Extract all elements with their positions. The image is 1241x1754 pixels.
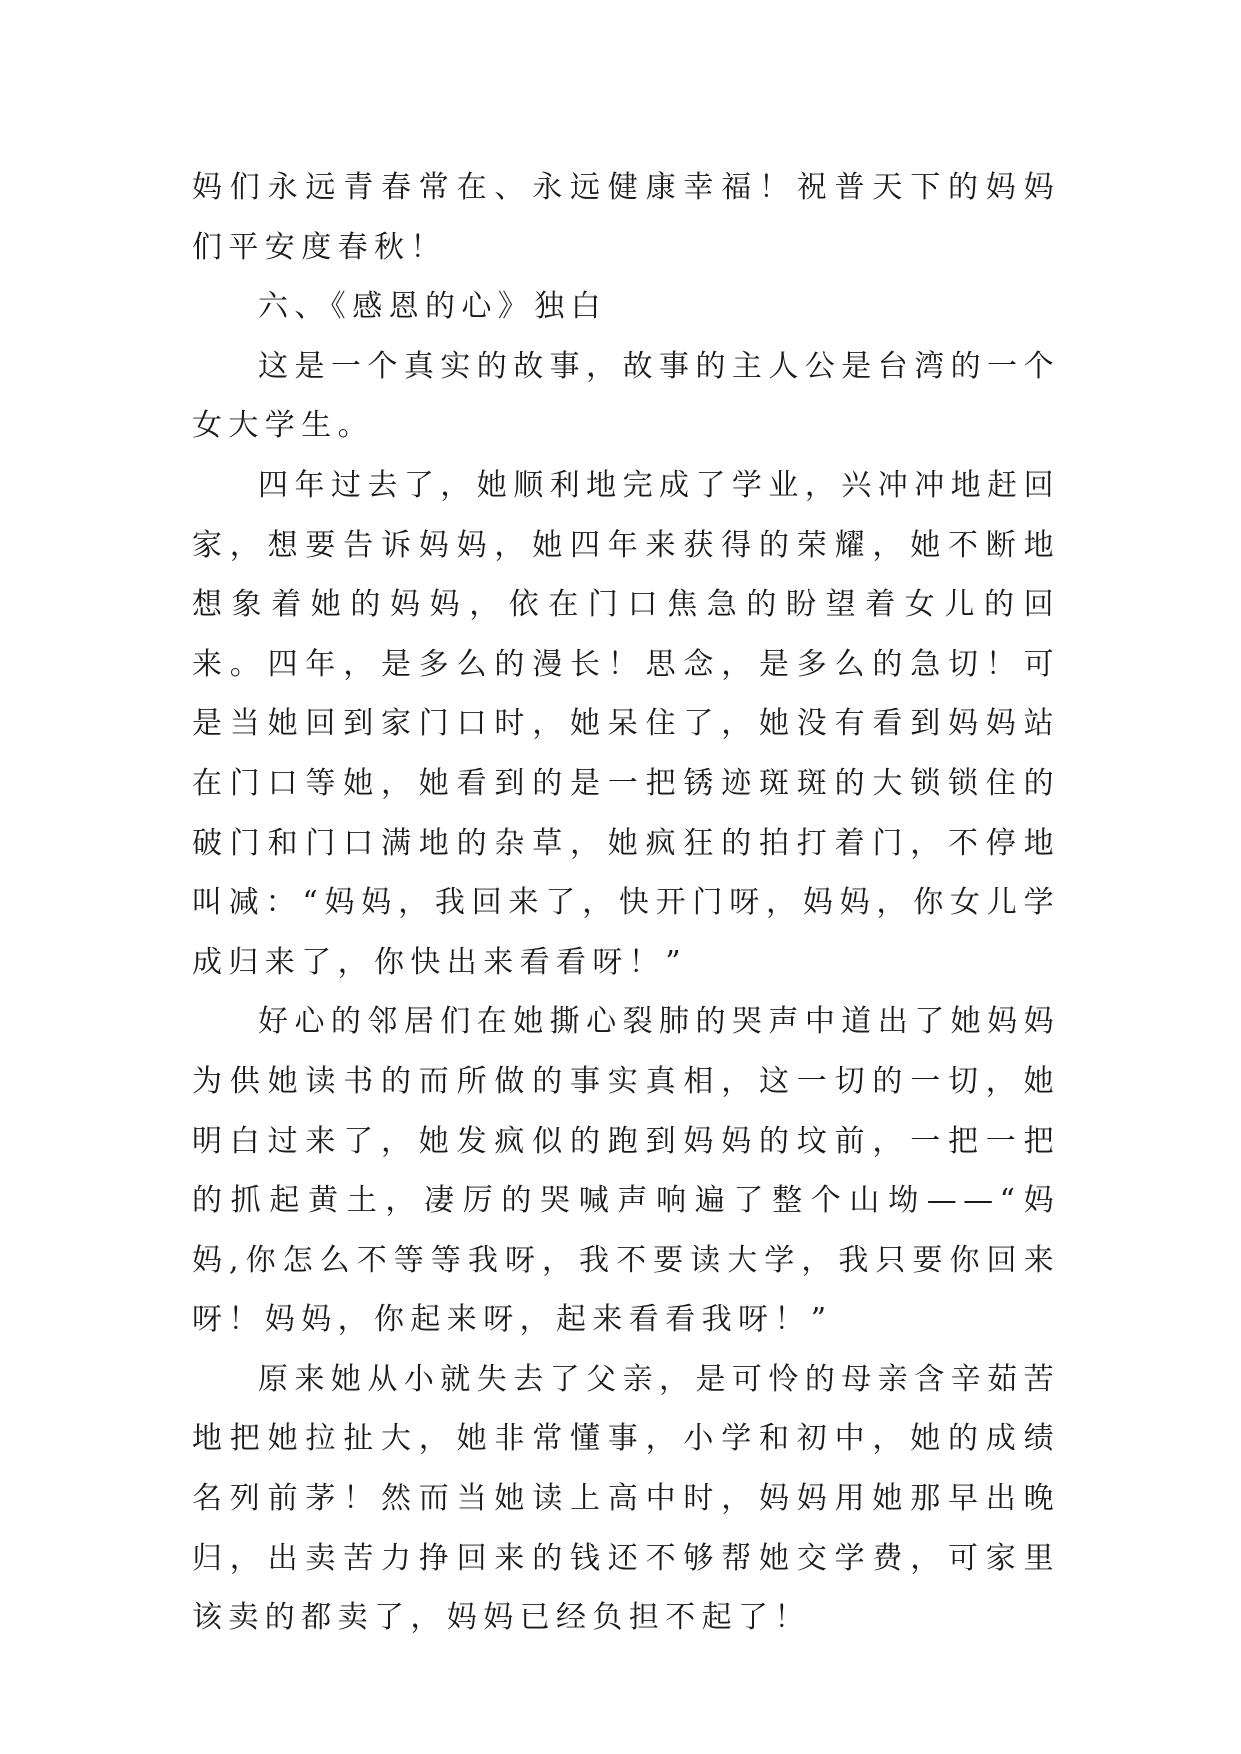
body-text: [192, 158, 1060, 1648]
paragraph: 原来她从小就失去了父亲，是可怜的母亲含辛茹苦地把她拉扯大，她非常懂事，小学和初中，她的成绩名列前茅！然而当她读上高中时，妈妈用她那早出晚归，出卖苦力挣回来的钱还不够帮她交学费，可家里该卖的都卖了，妈妈已经负担不起了！: [192, 1361, 1060, 1636]
paragraph-continuation: 妈们永远青春常在、永远健康幸福！祝普天下的妈妈们平安度春秋！: [192, 170, 1060, 265]
paragraph: 这是一个真实的故事，故事的主人公是台湾的一个女大学生。: [192, 348, 1060, 444]
section-heading: 六、《感恩的心》独白: [258, 289, 607, 325]
paragraph: 好心的邻居们在她撕心裂肺的哭声中道出了她妈妈为供她读书的而所做的事实真相，这一切的一切，她明白过来了，她发疯似的跑到妈妈的坟前，一把一把的抓起黄土，凄厉的哭喊声响遍了整个山坳——“妈妈,你怎么不等等我呀，我不要读大学，我只要你回来呀！妈妈，你起来呀，起来看看我呀！”: [192, 1004, 1060, 1338]
paragraph: 四年过去了，她顺利地完成了学业，兴冲冲地赶回家，想要告诉妈妈，她四年来获得的荣耀，她不断地想象着她的妈妈，依在门口焦急的盼望着女儿的回来。四年，是多么的漫长！思念，是多么的急切！可是当她回到家门口时，她呆住了，她没有看到妈妈站在门口等她，她看到的是一把锈迹斑斑的大锁锁住的破门和门口满地的杂草，她疯狂的拍打着门，不停地叫减：“妈妈，我回来了，快开门呀，妈妈，你女儿学成归来了，你快出来看看呀！”: [192, 467, 1060, 980]
